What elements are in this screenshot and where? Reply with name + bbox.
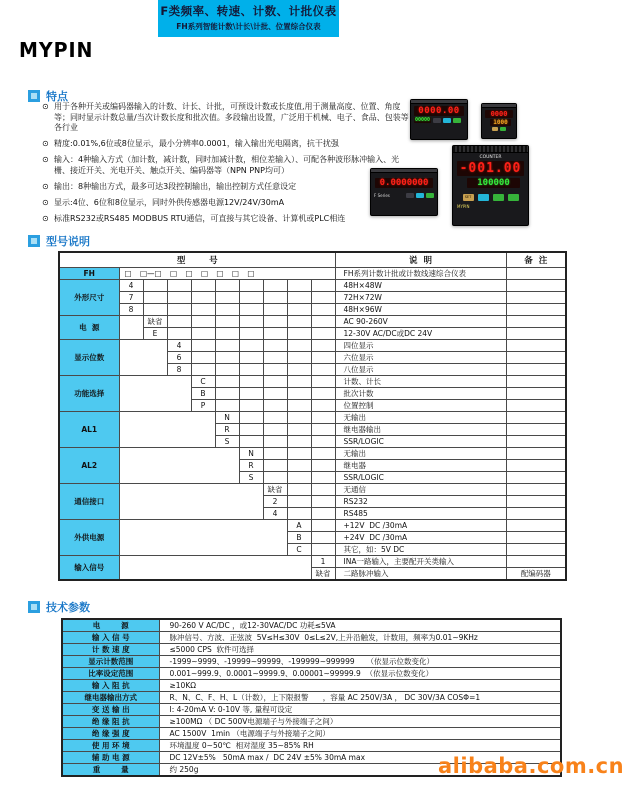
model-section-title: 型号说明 — [46, 235, 90, 248]
page-subtitle: FH系列智能计数\计长\计批、位置综合仪表 — [176, 22, 321, 31]
button-icon — [493, 194, 504, 201]
spec-label: 输 入 阻 抗 — [62, 680, 159, 692]
table-row — [59, 519, 566, 531]
spec-value: 环境温度 0~50℃ 相对湿度 35~85% RH — [159, 740, 561, 752]
table-row — [62, 716, 561, 728]
feature-item — [42, 214, 414, 225]
desc-cell: 72H×72W — [335, 291, 506, 303]
desc-cell: 无输出 — [335, 447, 506, 459]
vent-grille — [453, 146, 528, 153]
code-cell: 1 — [311, 555, 335, 567]
group-label: AL1 — [59, 411, 119, 447]
specs-section-title: 技术参数 — [46, 601, 90, 614]
feature-text: 输出：8种输出方式，最多可达3段控制输出，输出控制方式任意设定 — [54, 181, 297, 191]
table-row — [62, 728, 561, 740]
section-square-icon — [28, 90, 40, 102]
table-row — [59, 279, 566, 291]
spec-label: 计 数 速 度 — [62, 644, 159, 656]
desc-cell: RS485 — [335, 507, 506, 519]
spec-label: 显示计数范围 — [62, 656, 159, 668]
code-cell: 2 — [263, 495, 287, 507]
meter-controls — [411, 116, 467, 124]
desc-cell: FH系列计数计批或计数线速综合仪表 — [335, 267, 506, 279]
spec-value: ≤5000 CPS 软件可选择 — [159, 644, 561, 656]
code-cell: 4 — [167, 339, 191, 351]
led-display-red: 0.0000000 — [375, 178, 433, 188]
counter-label: COUNTER — [479, 155, 502, 160]
desc-cell: 继电器输出 — [335, 423, 506, 435]
desc-cell: 48H×96W — [335, 303, 506, 315]
table-row — [62, 704, 561, 716]
desc-cell: SSR/LOGIC — [335, 471, 506, 483]
group-label: 显示位数 — [59, 339, 119, 375]
button-icon — [453, 118, 461, 123]
page-title: F类频率、转速、计数、计批仪表 — [160, 4, 337, 18]
spec-label: 电 源 — [62, 619, 159, 632]
table-row — [59, 555, 566, 567]
section-square-icon — [28, 601, 40, 613]
code-cell: 6 — [167, 351, 191, 363]
meter-top-face — [411, 100, 467, 104]
table-header-row — [59, 252, 566, 267]
meter-top-face — [482, 104, 516, 108]
code-cell: 7 — [119, 291, 143, 303]
code-cell: C — [191, 375, 215, 387]
group-label: AL2 — [59, 447, 119, 483]
spec-label: 重 量 — [62, 764, 159, 777]
feature-item — [42, 155, 414, 176]
feature-list — [42, 102, 414, 230]
desc-cell: 12-30V AC/DC或DC 24V — [335, 327, 506, 339]
led-display-amber: 1000 — [490, 119, 511, 126]
code-cell: 4 — [263, 507, 287, 519]
feature-item — [42, 198, 414, 209]
button-icon — [508, 194, 519, 201]
brand-logo: MYPIN — [19, 38, 94, 62]
col-header-desc: 说 明 — [335, 252, 506, 267]
led-display-green: 00000 — [415, 117, 431, 123]
code-cell: 缺省 — [311, 567, 335, 580]
desc-cell: 48H×48W — [335, 279, 506, 291]
table-row — [62, 632, 561, 644]
code-cell: R — [215, 423, 239, 435]
bullet-icon: ⊙ — [42, 197, 49, 207]
spec-value: R、N、C、F、H、L（计数），上下限报警 ，容量 AC 250V/3A ， DC 30V/3A COSΦ=1 — [159, 692, 561, 704]
desc-cell: 无输出 — [335, 411, 506, 423]
desc-cell: 无通信 — [335, 483, 506, 495]
spec-value: 0.001~999.9、0.0001~9999.9、0.00001~99999.9 （依显示位数变化） — [159, 668, 561, 680]
specs-section-header — [28, 599, 90, 615]
table-row — [59, 339, 566, 351]
bullet-icon: ⊙ — [42, 213, 49, 223]
button-icon — [443, 118, 451, 123]
group-label: 外供电源 — [59, 519, 119, 555]
code-cell: C — [287, 543, 311, 555]
feature-item — [42, 182, 414, 193]
table-row — [59, 483, 566, 495]
desc-cell: 位置控制 — [335, 399, 506, 411]
button-icon — [478, 194, 489, 201]
table-row — [59, 315, 566, 327]
watermark-text: alibaba.com.cn — [438, 754, 625, 778]
spec-value: 脉冲信号、方波、正弦波 5V≤H≤30V 0≤L≤2V,上升沿触发，计数用，频率为0.01~9KHz — [159, 632, 561, 644]
model-section-header — [28, 233, 90, 249]
desc-cell: 计数、计长 — [335, 375, 506, 387]
model-number-table — [58, 251, 567, 581]
code-cell: R — [239, 459, 263, 471]
title-banner — [158, 0, 339, 37]
desc-cell: INA一路输入，主要配开关类输入 — [335, 555, 506, 567]
spec-label: 继电器输出方式 — [62, 692, 159, 704]
table-row — [62, 644, 561, 656]
meter-photo-wide-bottom — [370, 168, 438, 216]
group-label: 电 源 — [59, 315, 119, 339]
led-display-red: 0000.00 — [414, 106, 464, 116]
code-cell: E — [143, 327, 167, 339]
group-label: 外形尺寸 — [59, 279, 119, 315]
spec-label: 比率设定范围 — [62, 668, 159, 680]
table-row — [59, 375, 566, 387]
table-row — [62, 680, 561, 692]
spec-value: AC 1500V 1min （电源端子与外接端子之间） — [159, 728, 561, 740]
table-row — [62, 656, 561, 668]
code-cell: 8 — [167, 363, 191, 375]
spec-value: ≥100MΩ （ DC 500V电源端子与外接端子之间） — [159, 716, 561, 728]
desc-cell: +24V DC /30mA — [335, 531, 506, 543]
feature-text: 标准RS232或RS485 MODBUS RTU通信，可直接与其它设备、计算机或PLC相连 — [54, 213, 346, 223]
code-cell: S — [239, 471, 263, 483]
code-cell: S — [215, 435, 239, 447]
button-icon — [492, 127, 498, 131]
col-header-remark: 备 注 — [506, 252, 566, 267]
code-cell: B — [191, 387, 215, 399]
code-cell: N — [239, 447, 263, 459]
row-label: FH — [59, 267, 119, 279]
led-display-green: 100000 — [467, 178, 520, 188]
code-cell: N — [215, 411, 239, 423]
table-row — [59, 411, 566, 423]
spec-value: -1999~9999、-19999~99999、-199999~999999 （依显示位数变化） — [159, 656, 561, 668]
button-icon — [426, 193, 434, 198]
desc-cell: 其它，如：5V DC — [335, 543, 506, 555]
button-icon — [416, 193, 424, 198]
col-header-model: 型 号 — [59, 252, 335, 267]
meter-controls — [371, 192, 437, 199]
desc-cell: 六位显示 — [335, 351, 506, 363]
led-display-red: 0000 — [485, 110, 513, 118]
code-cell: P — [191, 399, 215, 411]
code-cell: 4 — [119, 279, 143, 291]
bullet-icon: ⊙ — [42, 139, 49, 148]
desc-cell: 继电器 — [335, 459, 506, 471]
table-row — [62, 668, 561, 680]
section-square-icon — [28, 235, 40, 247]
bullet-icon: ⊙ — [42, 181, 49, 191]
spec-value: DC 12V±5% 50mA max / DC 24V ±5% 30mA max — [159, 752, 561, 764]
desc-cell: AC 90-260V — [335, 315, 506, 327]
table-row — [59, 447, 566, 459]
desc-cell: 八位显示 — [335, 363, 506, 375]
spec-value: 90-260 V AC/DC ，或12-30VAC/DC 功耗≤5VA — [159, 619, 561, 632]
desc-cell: +12V DC /30mA — [335, 519, 506, 531]
button-icon — [406, 193, 414, 198]
feature-text: 输入：4种输入方式（加计数，减计数，同时加减计数，相位差输入）、可配各种波形脉冲输入、光栅、接近开关、光电开关、触点开关、编码器等（NPN PNP均可） — [54, 155, 400, 175]
spec-value: ≥10KΩ — [159, 680, 561, 692]
group-label: 功能选择 — [59, 375, 119, 411]
meter-controls — [482, 126, 516, 132]
code-cell: 缺省 — [143, 315, 167, 327]
meter-top-face — [371, 169, 437, 173]
button-icon — [433, 118, 441, 123]
spec-label: 变 送 输 出 — [62, 704, 159, 716]
led-display-red: -001.00 — [457, 161, 524, 176]
meter-photo-counter — [452, 145, 529, 226]
feature-item — [42, 102, 414, 134]
desc-cell: SSR/LOGIC — [335, 435, 506, 447]
set-button: SET — [463, 194, 474, 201]
spec-value: 约 250g — [159, 764, 561, 777]
meter-controls — [453, 193, 528, 202]
table-row — [62, 692, 561, 704]
meter-photo-wide-top — [410, 99, 468, 140]
code-cell: 8 — [119, 303, 143, 315]
desc-cell: 二路脉冲输入 — [335, 567, 506, 580]
feature-text: 显示:4位、6位和8位显示，同时外供传感器电源12V/24V/30mA — [54, 197, 285, 207]
spec-label: 绝 缘 阻 抗 — [62, 716, 159, 728]
spec-label: 绝 缘 强 度 — [62, 728, 159, 740]
table-row — [62, 740, 561, 752]
series-label: F Series — [374, 193, 390, 198]
group-label: 通信接口 — [59, 483, 119, 519]
features-section-title: 特点 — [46, 90, 68, 103]
spec-label: 输 入 信 号 — [62, 632, 159, 644]
meter-brand-label: MYPIN — [457, 204, 470, 209]
group-label: 输入信号 — [59, 555, 119, 580]
code-cell: 缺省 — [263, 483, 287, 495]
spec-label: 使 用 环 境 — [62, 740, 159, 752]
model-code-boxes: □ □—□ □ □ □ □ □ □ — [119, 267, 335, 279]
desc-cell: 四位显示 — [335, 339, 506, 351]
feature-text: 精度:0.01%,6位或8位显示，最小分辨率0.0001，输入输出光电隔离，抗干扰强 — [54, 139, 339, 148]
remark-cell: 配编码器 — [506, 567, 566, 580]
feature-text: 用于各种开关或编码器输入的计数、计长、计批，可预设计数或长度值,用于测量高度、位置、角度等；同时显示计数总量/当次计数长度和批次值。多段输出设置，广泛用于机械、电子、食品、包装等各行业 — [54, 102, 409, 132]
feature-item — [42, 139, 414, 150]
spec-label: 辅 助 电 源 — [62, 752, 159, 764]
table-row — [59, 291, 566, 303]
table-row — [59, 303, 566, 315]
meter-photo-small-square — [481, 103, 517, 139]
table-row — [59, 267, 566, 279]
desc-cell: RS232 — [335, 495, 506, 507]
button-icon — [500, 127, 506, 131]
spec-value: I: 4-20mA V: 0-10V 等, 量程可设定 — [159, 704, 561, 716]
bullet-icon: ⊙ — [42, 155, 49, 164]
desc-cell: 批次计数 — [335, 387, 506, 399]
table-row — [62, 619, 561, 632]
code-cell: B — [287, 531, 311, 543]
bullet-icon: ⊙ — [42, 102, 49, 111]
code-cell: A — [287, 519, 311, 531]
